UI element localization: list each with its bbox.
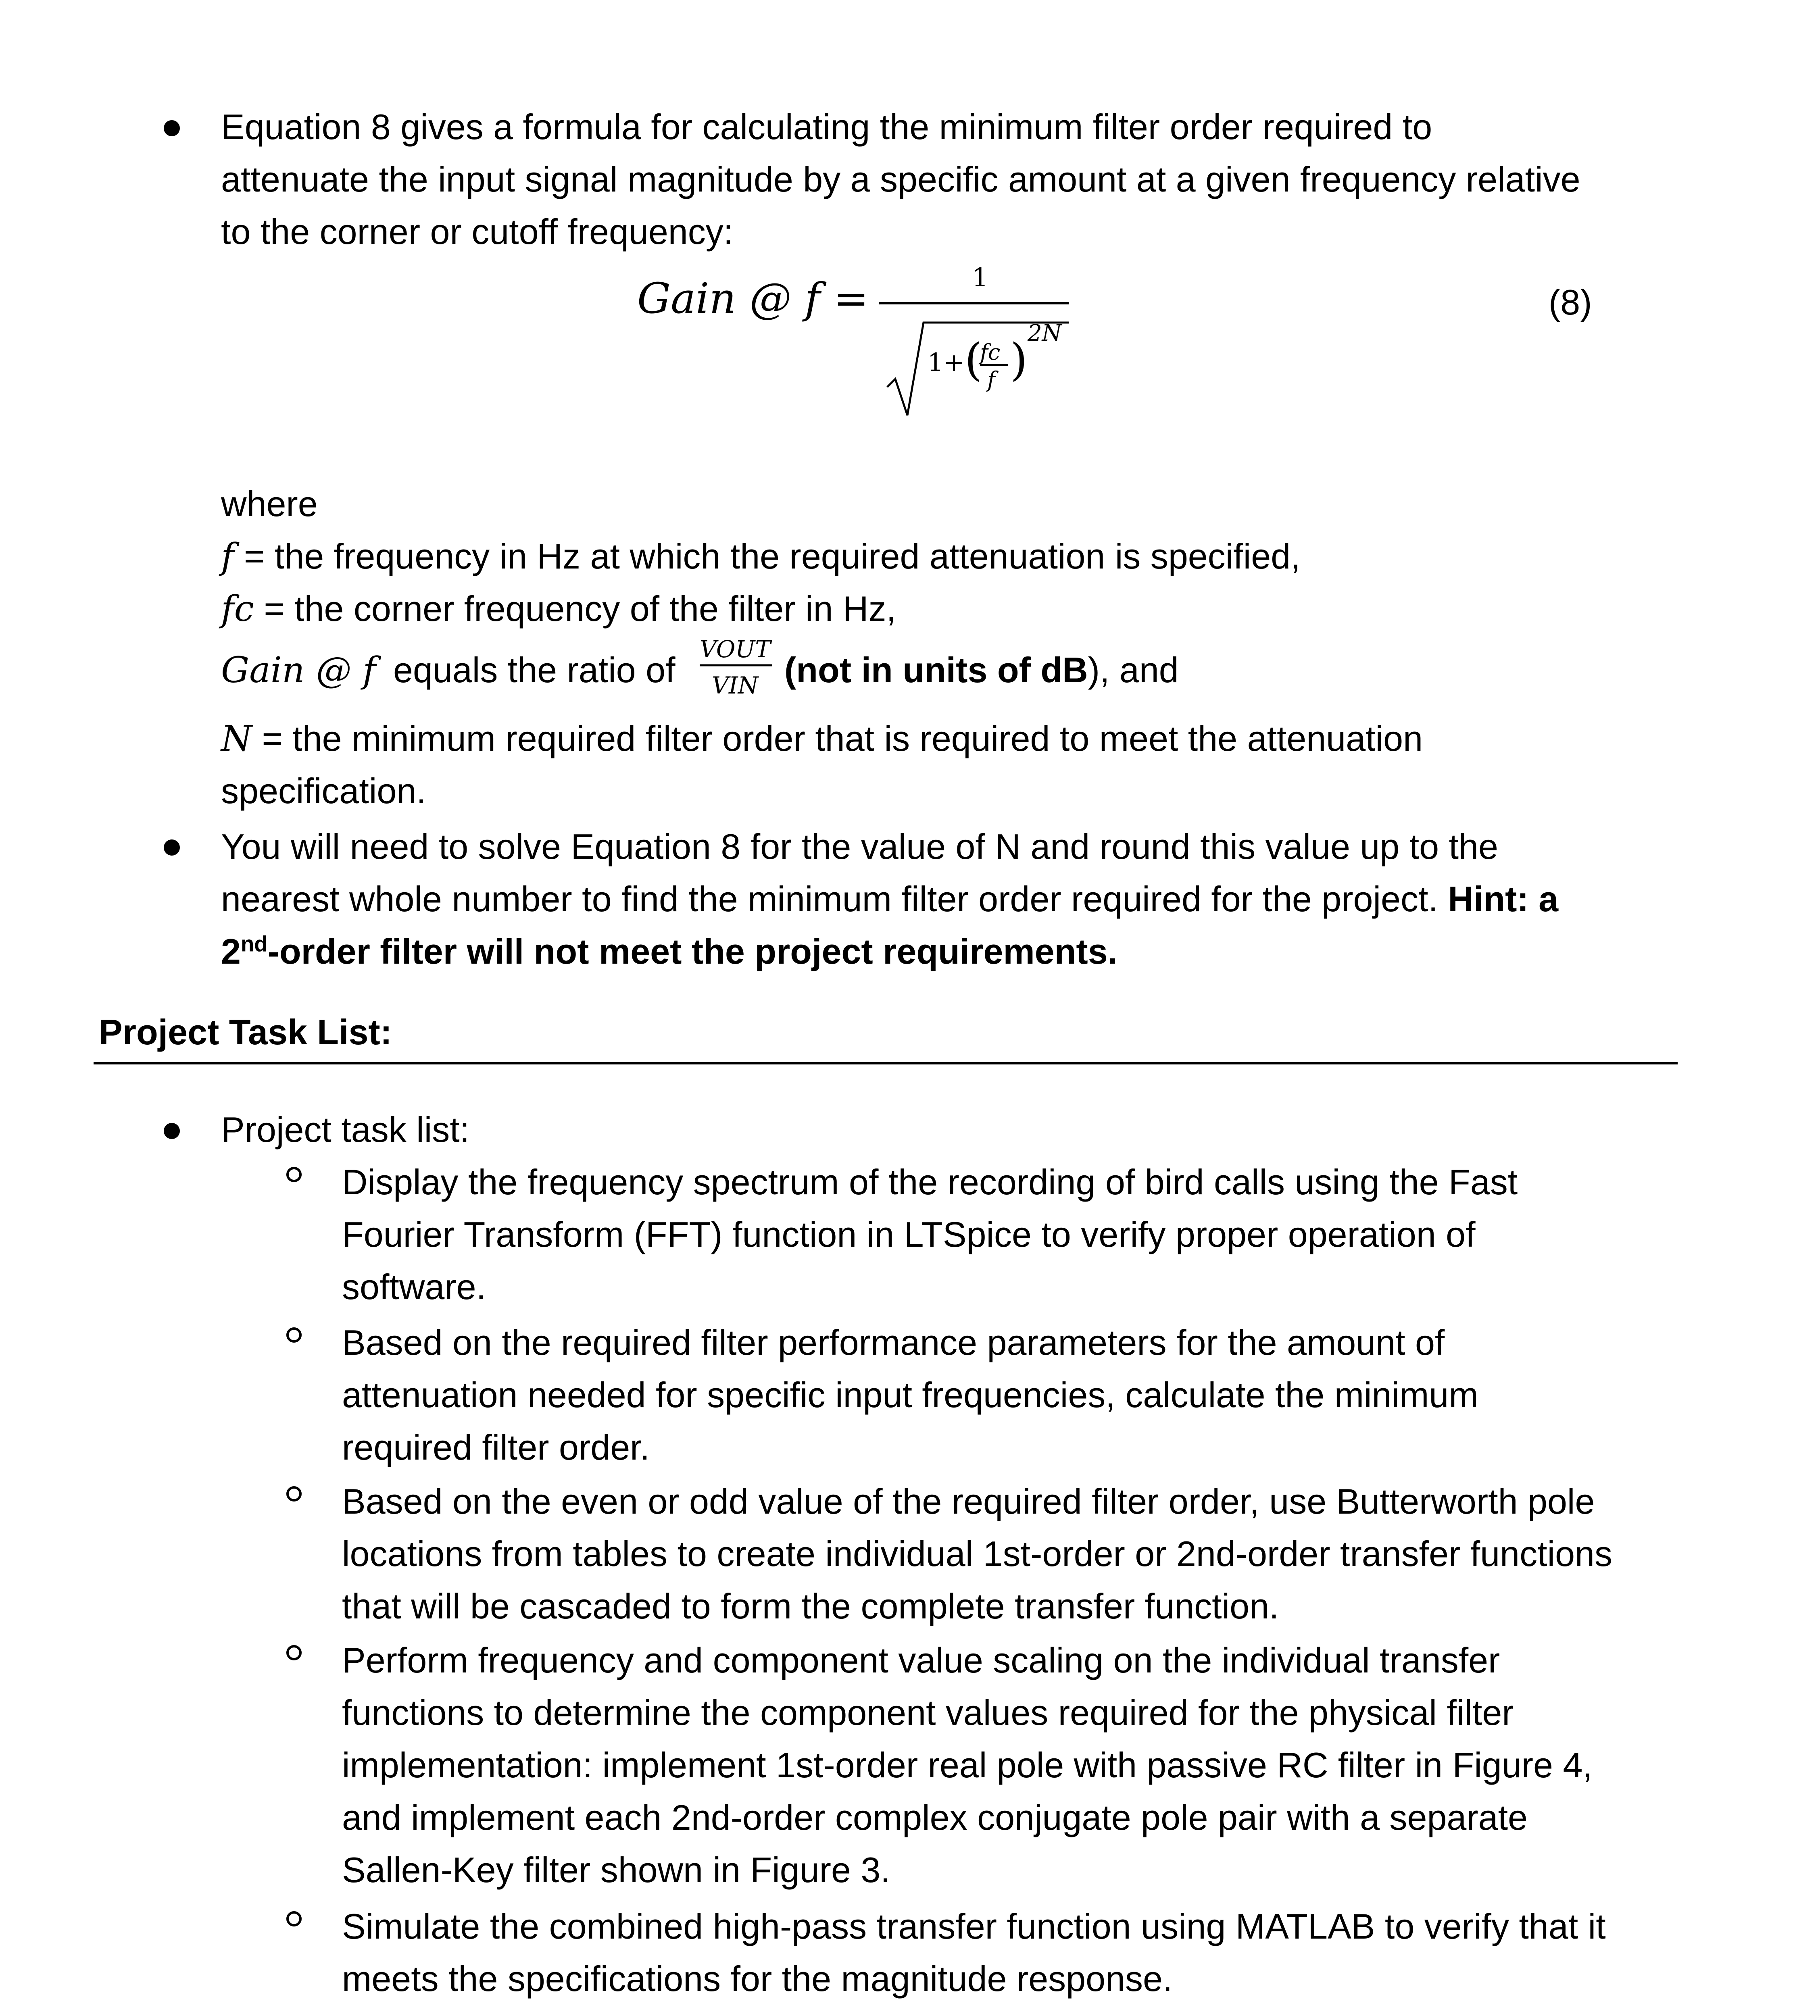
symbol-n: N — [221, 718, 252, 759]
sub-bullet-circle — [286, 1167, 302, 1182]
hint-line — [221, 931, 1117, 972]
definition-f — [221, 536, 1301, 577]
definition-n — [221, 719, 1423, 759]
task-list-intro: Project task list: — [221, 1110, 470, 1150]
equation-lhs: Gain @ f = — [637, 274, 869, 323]
paren-open: ( — [965, 334, 982, 385]
definition-n-text: = the minimum required filter order that is required to meet the attenuation — [262, 719, 1423, 758]
hint-number: 2 — [221, 931, 241, 971]
equation-f: f — [987, 367, 995, 392]
paragraph-line: You will need to solve Equation 8 for the value of N and round this value up to the — [221, 827, 1498, 866]
definition-fc — [221, 589, 896, 629]
equation-one-plus: 1+ — [928, 348, 965, 377]
bullet2-text: nearest whole number to find the minimum filter order required for the project. — [221, 879, 1438, 919]
symbol-gain: Gain @ f — [221, 649, 376, 691]
sub-bullet-circle — [286, 1327, 302, 1343]
section-heading: Project Task List: — [99, 1012, 392, 1052]
not-in-db-note: (not in units of dB — [784, 650, 1088, 690]
ratio-vout: VOUT — [700, 635, 771, 663]
ratio-vin: VIN — [712, 672, 759, 699]
definition-gain-end: ), and — [1088, 650, 1179, 690]
bullet-dot — [164, 120, 180, 136]
symbol-f: f — [221, 535, 234, 577]
definition-gain-tail — [784, 650, 1179, 690]
definition-fc-text: = the corner frequency of the filter in Hz, — [264, 589, 896, 629]
task-line: and implement each 2nd-order complex conjugate pole pair with a separate — [342, 1797, 1528, 1837]
section-divider — [94, 1062, 1678, 1064]
task-line: software. — [342, 1267, 486, 1307]
task-line: Display the frequency spectrum of the recording of bird calls using the Fast — [342, 1162, 1518, 1202]
equation-numerator: 1 — [972, 263, 988, 293]
hint-text: -order filter will not meet the project requirements. — [267, 931, 1118, 971]
where-label: where — [221, 484, 318, 524]
equation-number: (8) — [1549, 282, 1592, 322]
task-line: locations from tables to create individual 1st-order or 2nd-order transfer functions — [342, 1534, 1612, 1574]
task-line: meets the specifications for the magnitude response. — [342, 1959, 1173, 1999]
paragraph-line: attenuate the input signal magnitude by a specific amount at a given frequency relative — [221, 159, 1580, 199]
equation-fc: fc — [980, 339, 1001, 365]
definition-gain-text: equals the ratio of — [393, 650, 675, 690]
task-line: Based on the required filter performance parameters for the amount of — [342, 1322, 1445, 1362]
sub-bullet-circle — [286, 1486, 302, 1502]
hint-label: Hint: a — [1448, 879, 1559, 919]
symbol-fc: fc — [221, 588, 254, 629]
hint-superscript: nd — [240, 931, 268, 956]
task-line: required filter order. — [342, 1427, 650, 1467]
equation-exponent: 2N — [1028, 320, 1062, 346]
task-line: implementation: implement 1st-order real pole with passive RC filter in Figure 4, — [342, 1745, 1593, 1785]
sub-bullet-circle — [286, 1645, 302, 1660]
paragraph-line: Equation 8 gives a formula for calculating the minimum filter order required to — [221, 107, 1432, 147]
task-line: Sallen-Key filter shown in Figure 3. — [342, 1850, 890, 1890]
task-line: Simulate the combined high-pass transfer function using MATLAB to verify that it — [342, 1906, 1606, 1946]
definition-n-text2: specification. — [221, 771, 426, 811]
bullet-dot — [164, 1123, 180, 1139]
task-line: Based on the even or odd value of the required filter order, use Butterworth pole — [342, 1481, 1595, 1521]
paragraph-line — [221, 879, 1558, 919]
task-line: that will be cascaded to form the complete transfer function. — [342, 1586, 1279, 1626]
definition-f-text: = the frequency in Hz at which the required attenuation is specified, — [244, 536, 1301, 576]
vout-vin-ratio — [696, 633, 776, 714]
bullet-dot — [164, 839, 180, 856]
task-line: Fourier Transform (FFT) function in LTSpice to verify proper operation of — [342, 1214, 1476, 1254]
task-line: functions to determine the component values required for the physical filter — [342, 1693, 1514, 1733]
task-line: attenuation needed for specific input frequencies, calculate the minimum — [342, 1375, 1478, 1415]
equation-fraction — [879, 254, 1089, 423]
sub-bullet-circle — [286, 1911, 302, 1926]
paragraph-line: to the corner or cutoff frequency: — [221, 212, 734, 252]
task-line: Perform frequency and component value scaling on the individual transfer — [342, 1640, 1500, 1680]
paren-close: ) — [1010, 334, 1028, 385]
